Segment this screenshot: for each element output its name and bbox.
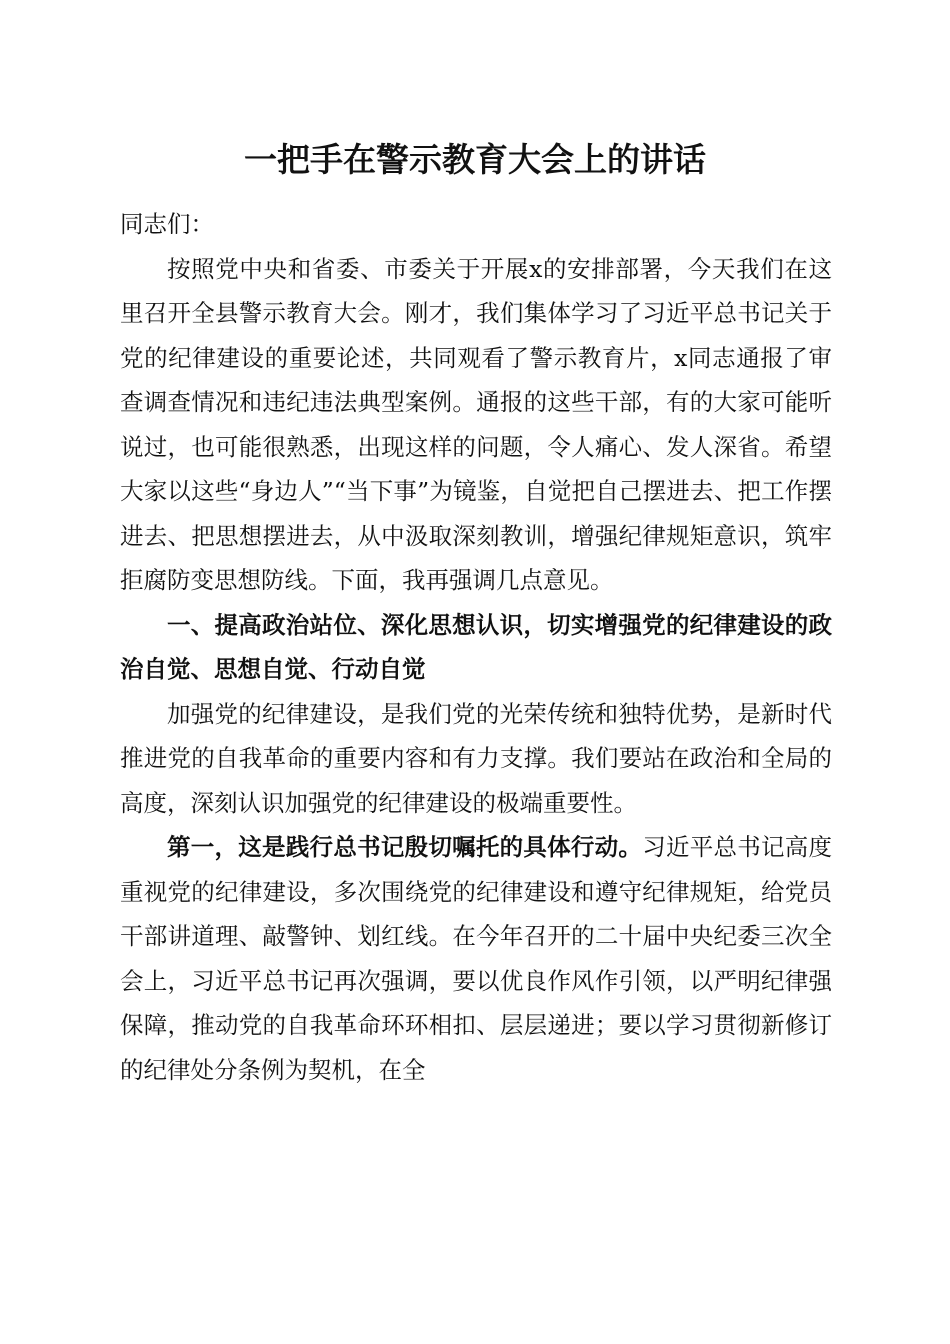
- section-paragraph: 加强党的纪律建设，是我们党的光荣传统和独特优势，是新时代推进党的自我革命的重要内容和有力支撑。我们要站在政治和全局的高度，深刻认识加强党的纪律建设的极端重要性。: [120, 699, 832, 817]
- point-one-lead: 第一，这是践行总书记殷切嘱托的具体行动。: [167, 833, 643, 861]
- document-title: 一把手在警示教育大会上的讲话: [244, 140, 706, 179]
- salutation: 同志们：: [120, 210, 214, 238]
- point-one-text: 习近平总书记高度重视党的纪律建设，多次围绕党的纪律建设和遵守纪律规矩，给党员干部讲道理、敲警钟、划红线。在今年召开的二十届中央纪委三次全会上，习近平总书记再次强调，要以优良作风作引领，以严明纪律强保障，推动党的自我革命环环相扣、层层递进；要以学习贯彻新修订的纪律处分条例为契机，在全: [120, 833, 833, 1084]
- intro-paragraph: 按照党中央和省委、市委关于开展x的安排部署，今天我们在这里召开全县警示教育大会。刚才，我们集体学习了习近平总书记关于党的纪律建设的重要论述，共同观看了警示教育片，x同志通报了审查调查情况和违纪违法典型案例。通报的这些干部，有的大家可能听说过，也可能很熟悉，出现这样的问题，令人痛心、发人深省。希望大家以这些“身边人”“当下事”为镜鉴，自觉把自己摆进去、把工作摆进去、把思想摆进去，从中汲取深刻教训，增强纪律规矩意识，筑牢拒腐防变思想防线。下面，我再强调几点意见。: [120, 254, 832, 594]
- section-heading: 一、提高政治站位、深化思想认识，切实增强党的纪律建设的政治自觉、思想自觉、行动自觉: [120, 610, 832, 683]
- point-one-paragraph: [120, 825, 832, 1092]
- document-body: [120, 202, 832, 1092]
